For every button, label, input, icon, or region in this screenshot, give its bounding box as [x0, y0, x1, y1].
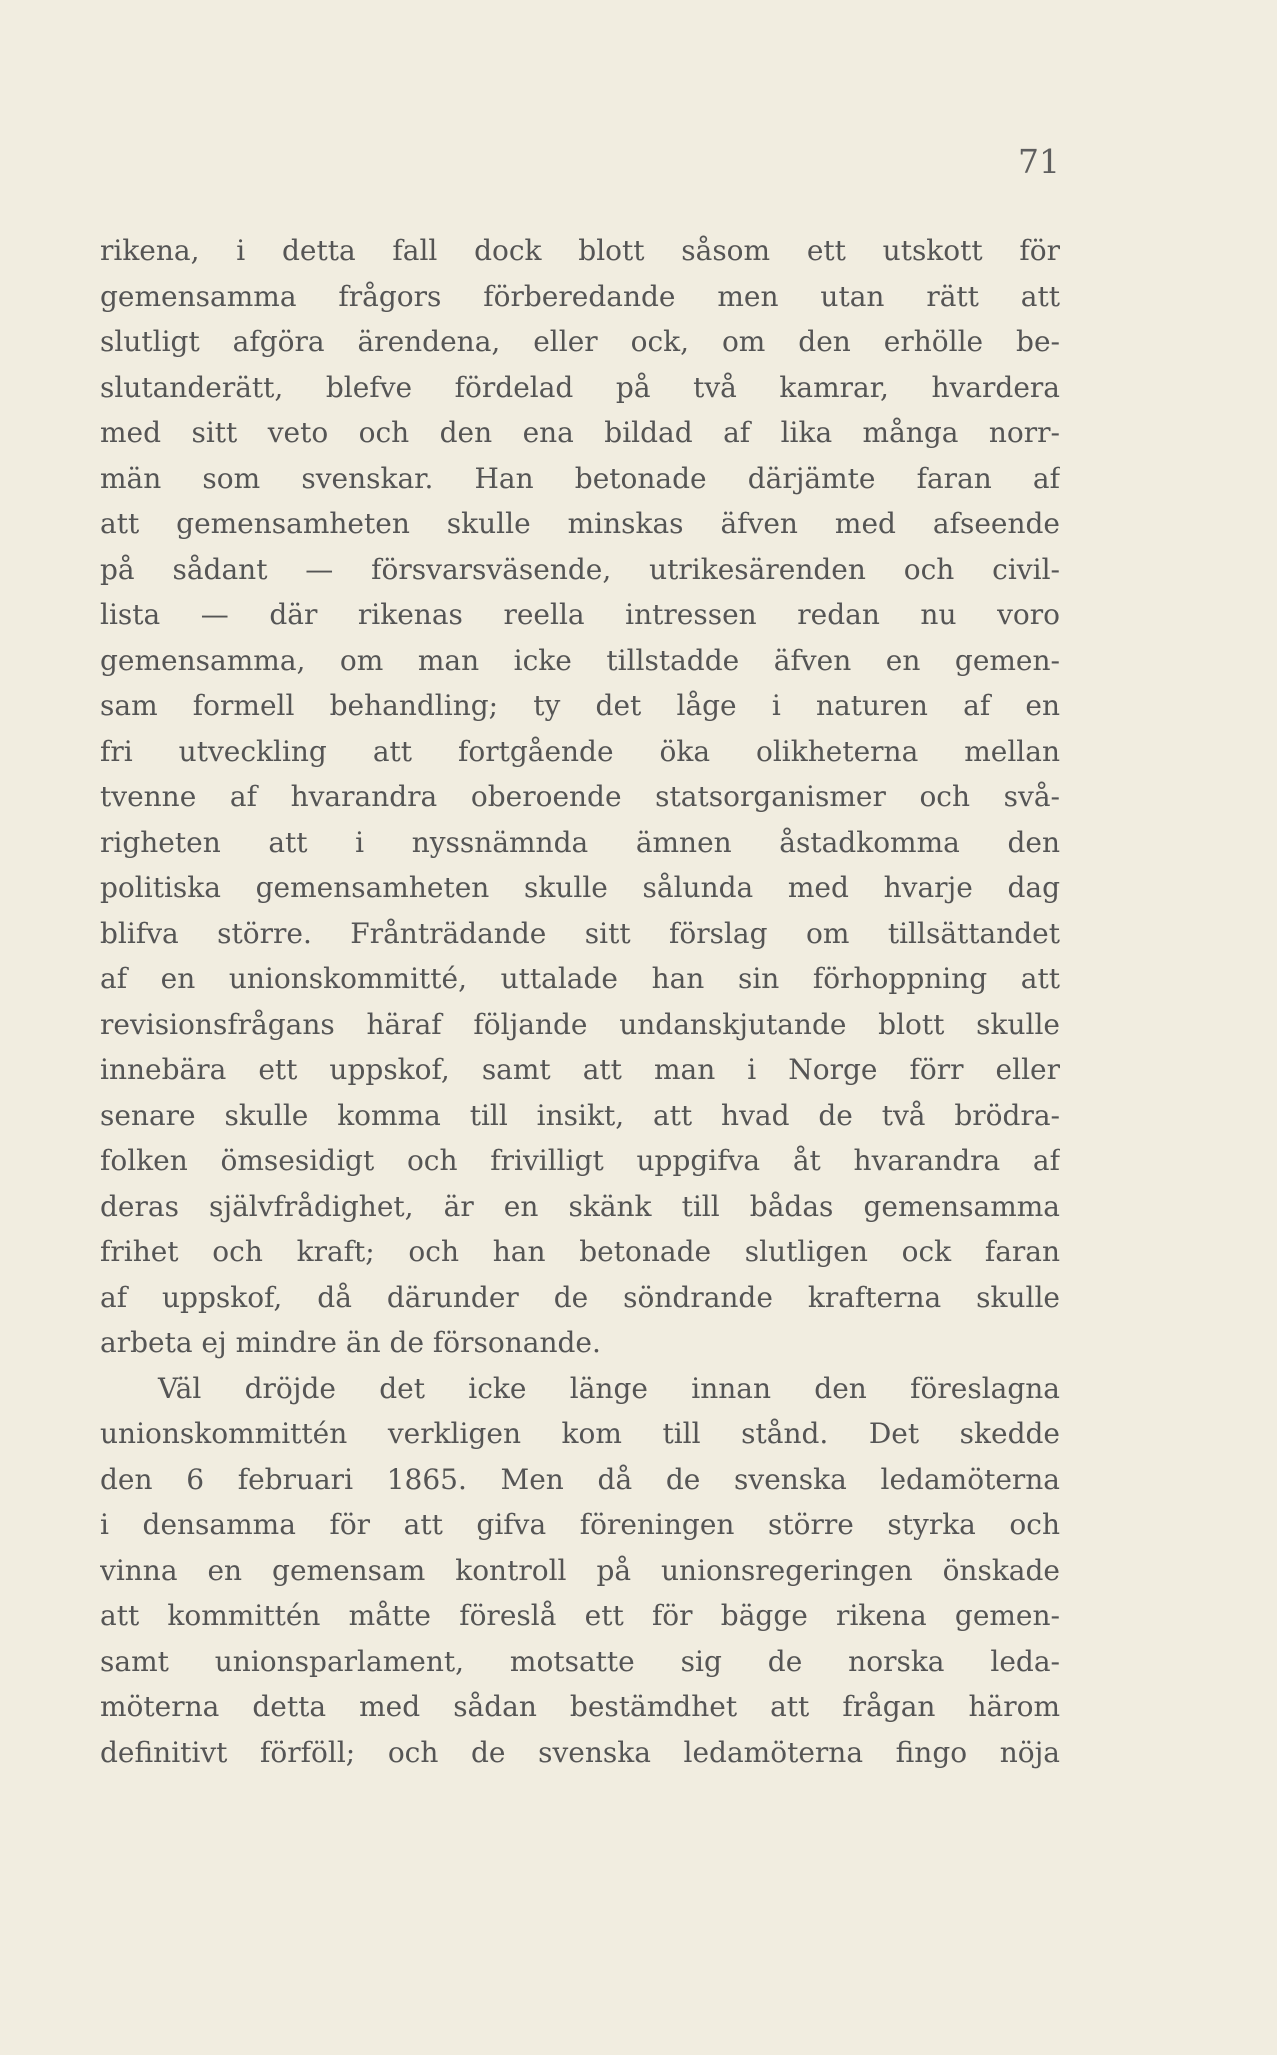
text-line: med sitt veto och den ena bildad af lika många norr- [100, 416, 1060, 449]
text-line: den 6 februari 1865. Men då de svenska ledamöterna [100, 1462, 1060, 1496]
page-number: 71 [1018, 142, 1060, 181]
paragraph-end-line: arbeta ej mindre än de försonande. [100, 1326, 601, 1359]
text-line: män som svenskar. Han betonade därjämte faran af [100, 461, 1060, 495]
text-line: i densamma för att gifva föreningen större styrka och [100, 1508, 1060, 1541]
text-line: att kommittén måtte föreslå ett för bägge rikena gemen- [100, 1599, 1060, 1632]
text-line: politiska gemensamheten skulle sålunda med hvarje dag [100, 871, 1060, 904]
text-line: rikena, i detta fall dock blott såsom ett utskott för [100, 234, 1060, 267]
text-line: folken ömsesidigt och frivilligt uppgifva åt hvarandra af [100, 1144, 1060, 1177]
text-line: på sådant — försvarsväsende, utrikesärenden och civil- [100, 552, 1060, 586]
text-line: definitivt förföll; och de svenska ledamöterna fingo nöja [100, 1735, 1060, 1769]
text-line: möterna detta med sådan bestämdhet att frågan härom [100, 1690, 1060, 1723]
text-line: innebära ett uppskof, samt att man i Norge förr eller [100, 1053, 1060, 1086]
text-line: frihet och kraft; och han betonade slutligen ock faran [100, 1235, 1060, 1268]
text-line: blifva större. Frånträdande sitt förslag om tillsättandet [100, 916, 1060, 950]
text-line: senare skulle komma till insikt, att hvad de två brödra- [100, 1098, 1060, 1132]
text-line: lista — där rikenas reella intressen redan nu voro [100, 598, 1060, 631]
body-text [100, 228, 1060, 1775]
text-line: deras självfrådighet, är en skänk till bådas gemensamma [100, 1189, 1060, 1223]
text-line: samt unionsparlament, motsatte sig de norska leda- [100, 1644, 1060, 1678]
text-line: slutligt afgöra ärendena, eller ock, om den erhölle be- [100, 325, 1060, 358]
text-line: sam formell behandling; ty det låge i naturen af en [100, 689, 1060, 722]
text-line: unionskommittén verkligen kom till stånd. Det skedde [100, 1417, 1060, 1450]
text-line: righeten att i nyssnämnda ämnen åstadkomma den [100, 825, 1060, 859]
paragraph-start-line: Väl dröjde det icke länge innan den föreslagna [158, 1371, 1060, 1405]
text-line: gemensamma frågors förberedande men utan rätt att [100, 279, 1060, 313]
text-line: slutanderätt, blefve fördelad på två kamrar, hvardera [100, 370, 1060, 404]
text-line: af en unionskommitté, uttalade han sin förhoppning att [100, 962, 1060, 995]
text-line: revisionsfrågans häraf följande undanskjutande blott skulle [100, 1007, 1060, 1041]
text-line: gemensamma, om man icke tillstadde äfven en gemen- [100, 643, 1060, 677]
text-line: tvenne af hvarandra oberoende statsorganismer och svå- [100, 780, 1060, 813]
text-line: af uppskof, då därunder de söndrande krafterna skulle [100, 1280, 1060, 1314]
text-line: att gemensamheten skulle minskas äfven med afseende [100, 507, 1060, 540]
text-line: fri utveckling att fortgående öka olikheterna mellan [100, 734, 1060, 768]
text-line: vinna en gemensam kontroll på unionsregeringen önskade [100, 1553, 1060, 1587]
